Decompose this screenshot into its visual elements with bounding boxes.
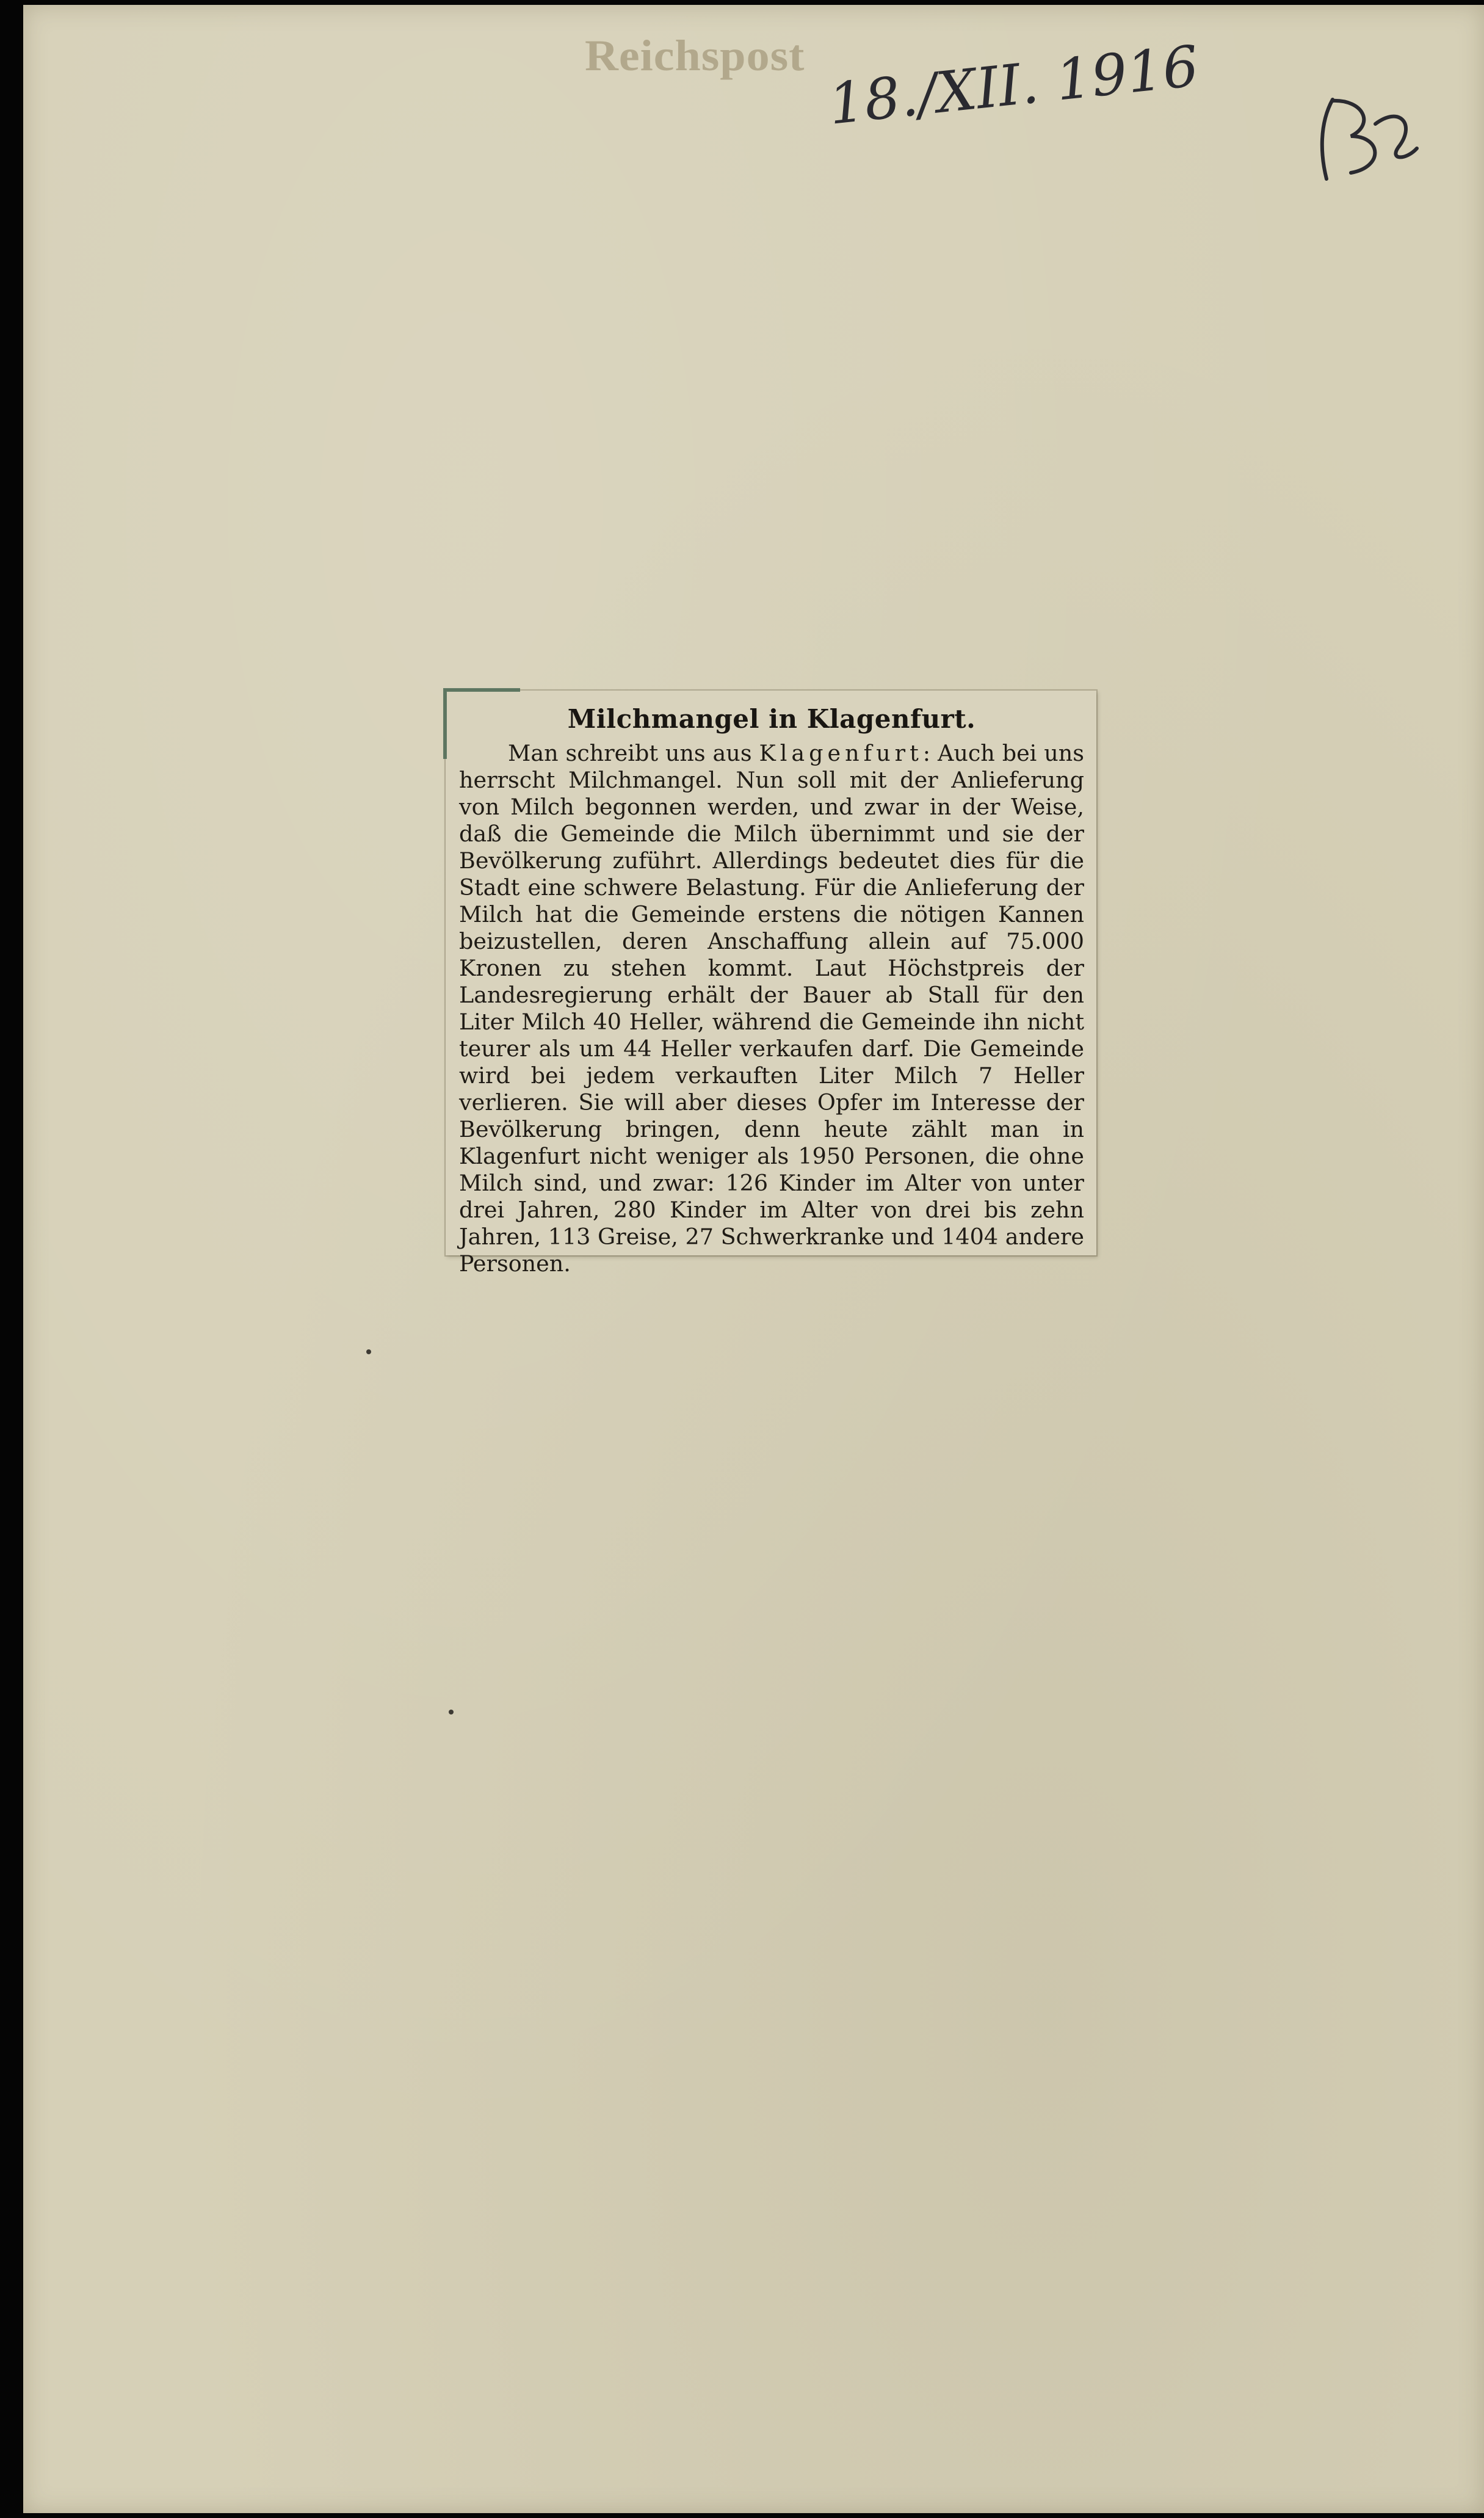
- article-place-spaced: Klagenfurt: [759, 740, 923, 766]
- clipping-corner-mark: [443, 688, 520, 759]
- article-title: Milchmangel in Klagenfurt.: [567, 704, 976, 734]
- article-body-rest: : Auch bei uns herrscht Milchmangel. Nun soll mit der Anlieferung von Milch begonnen werden, und zwar in der Weise, daß die Gemeinde die Milch übernimmt und sie der Bevölkerung zuführt. Allerdings bedeutet dies für die Stadt eine schwere Belastung. Für die Anlieferung der Milch hat die Gemeinde erstens die nötigen Kannen beizustellen, deren Anschaffung allein auf 75.000 Kronen zu stehen kommt. Laut Höchstpreis der Landesregierung erhält der Bauer ab Stall für den Liter Milch 40 Heller, während die Gemeinde ihn nicht teurer als um 44 Heller verkaufen darf. Die Gemeinde wird bei jedem verkauften Liter Milch 7 Heller verlieren. Sie will aber dieses Opfer im Interesse der Bevölkerung bringen, denn heute zählt man in Klagenfurt nicht weniger als 1950 Personen, die ohne Milch sind, und zwar: 126 Kinder im Alter von unter drei Jahren, 280 Kinder im Alter von drei bis zehn Jahren, 113 Greise, 27 Schwerkranke und 1404 andere Personen.: [459, 740, 1085, 1277]
- article-body: [459, 740, 1084, 1277]
- article-body-start: Man schreibt uns aus: [508, 740, 759, 766]
- newspaper-stamp: Reichspost: [585, 31, 805, 80]
- handwritten-initials-signature: [1308, 87, 1424, 185]
- newspaper-clipping: [446, 691, 1096, 1277]
- handwritten-date: 18./XII. 1916: [825, 33, 1202, 137]
- paper-speck: [366, 1349, 371, 1354]
- paper-speck: [449, 1710, 454, 1714]
- paper-sheet: [23, 5, 1484, 2513]
